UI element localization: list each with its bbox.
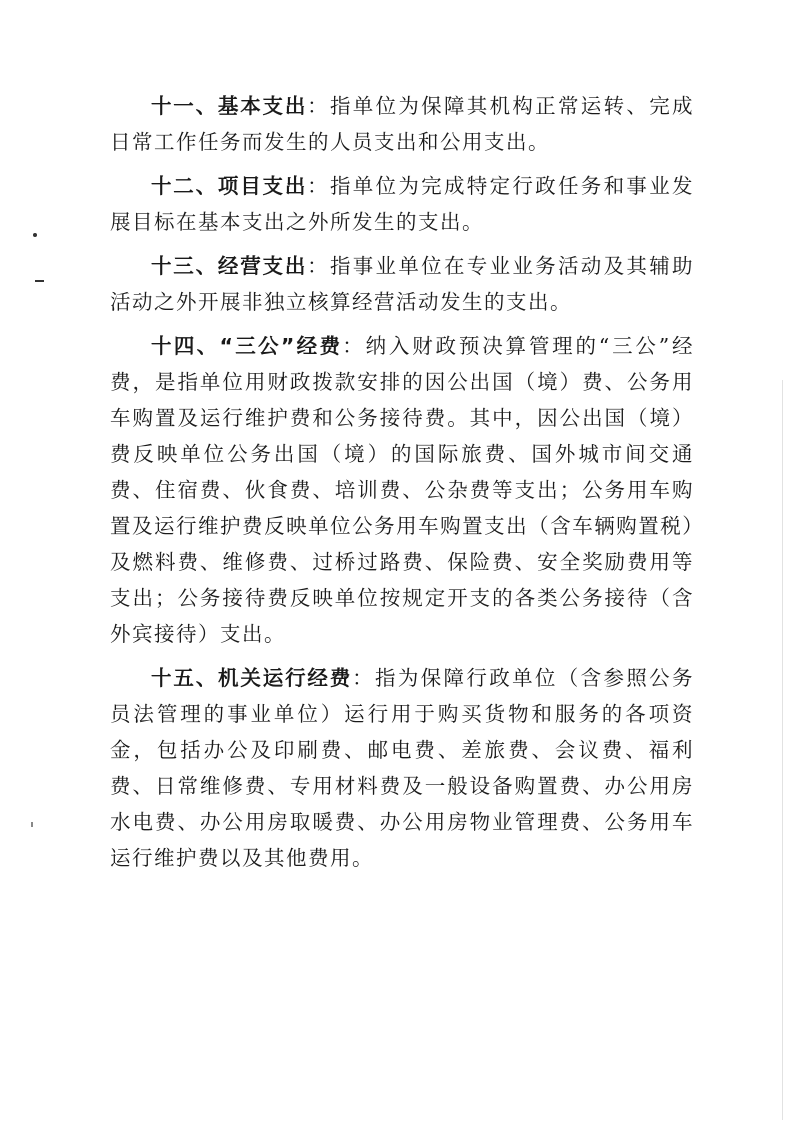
definition-paragraph-11 (110, 88, 694, 160)
document-body (110, 88, 694, 884)
definition-paragraph-12 (110, 168, 694, 240)
definition-text: ：指事业单位在专业业务活动及其辅助活动之外开展非独立核算经营活动发生的支出。 (110, 254, 695, 314)
scan-edge-line (782, 380, 783, 1120)
definition-text: ：指单位为保障其机构正常运转、完成日常工作任务而发生的人员支出和公用支出。 (110, 94, 695, 154)
definition-text: ：纳入财政预决算管理的“三公”经费，是指单位用财政拨款安排的因公出国（境）费、公务用车购置及运行维护费和公务接待费。其中，因公出国（境）费反映单位公务出国（境）的国际旅费、国外城市间交通费、住宿费、伙食费、培训费、公杂费等支出；公务用车购置及运行维护费反映单位公务用车购置支出（含车辆购置税）及燃料费、维修费、过桥过路费、保险费、安全奖励费用等支出；公务接待费反映单位按规定开支的各类公务接待（含外宾接待）支出。 (110, 334, 694, 646)
definition-term: 十四、“三公”经费 (151, 334, 343, 358)
scan-speck (31, 822, 33, 827)
scan-speck (35, 280, 44, 282)
definition-term: 十三、经营支出 (151, 254, 308, 278)
definition-term: 十一、基本支出 (151, 94, 308, 118)
scan-speck (33, 233, 37, 237)
definition-text: ：指单位为完成特定行政任务和事业发展目标在基本支出之外所发生的支出。 (110, 174, 695, 234)
definition-term: 十二、项目支出 (151, 174, 308, 198)
definition-paragraph-13 (110, 248, 694, 320)
definition-paragraph-14 (110, 328, 694, 652)
definition-text: ：指为保障行政单位（含参照公务员法管理的事业单位）运行用于购买货物和服务的各项资金，包括办公及印刷费、邮电费、差旅费、会议费、福利费、日常维修费、专用材料费及一般设备购置费、办公用房水电费、办公用房取暖费、办公用房物业管理费、公务用车运行维护费以及其他费用。 (110, 666, 695, 870)
definition-paragraph-15 (110, 660, 694, 876)
definition-term: 十五、机关运行经费 (151, 666, 353, 690)
